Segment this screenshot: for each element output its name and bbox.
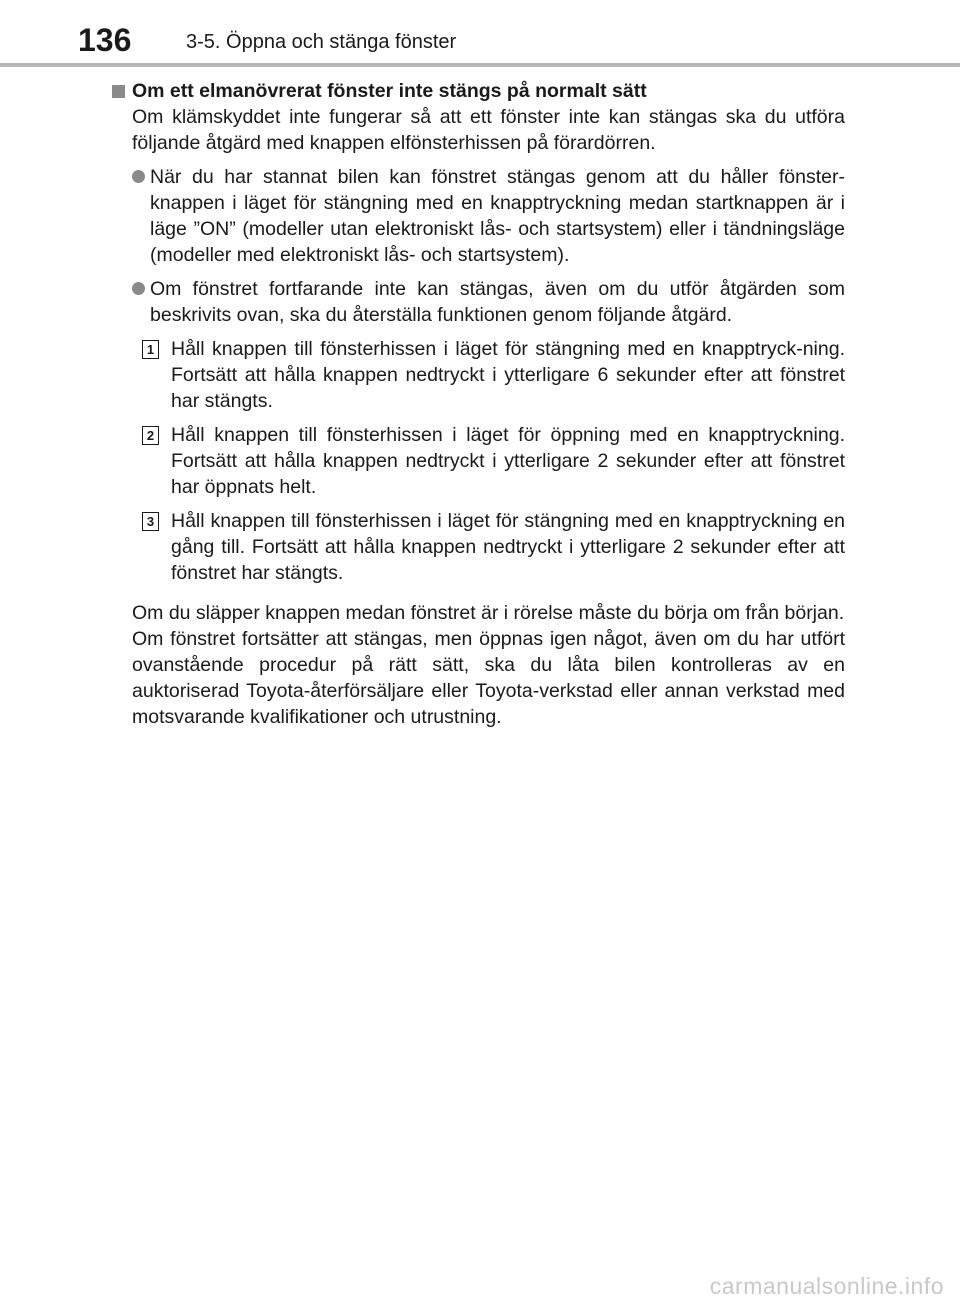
step-number-badge: 1 <box>142 340 159 359</box>
intro-paragraph: Om klämskyddet inte fungerar så att ett fönster inte kan stängas ska du utföra följande åtgärd med knappen elfönsterhissen på förardörren. <box>132 106 845 154</box>
circle-bullet-icon <box>132 282 145 295</box>
step-item <box>142 336 845 414</box>
subsection-heading <box>112 78 845 104</box>
main-content <box>112 78 845 730</box>
circle-bullet-icon <box>132 170 145 183</box>
step-item <box>142 422 845 500</box>
step-number-badge: 3 <box>142 512 159 531</box>
bullet-text: När du har stannat bilen kan fönstret stängas genom att du håller fönster-knappen i läget för stängning med en knapptryckning medan startknappen är i läge ”ON” (modeller utan elektroniskt lås- och startsystem) eller i tändningsläge (modeller med elektroniskt lås- och startsystem). <box>150 166 845 266</box>
section-title: 3-5. Öppna och stänga fönster <box>186 31 457 53</box>
closing-paragraph: Om du släpper knappen medan fönstret är i rörelse måste du börja om från början. <box>132 602 845 624</box>
page-number: 136 <box>78 22 132 58</box>
closing-notes <box>132 600 845 730</box>
step-text: Håll knappen till fönsterhissen i läget för stängning med en knapptryck-ning. Fortsätt att hålla knappen nedtryckt i ytterligare 6 sekunder efter att fönstret har stängts. <box>171 338 845 412</box>
header-divider <box>0 63 960 67</box>
step-text: Håll knappen till fönsterhissen i läget för stängning med en knapptryckning en gång till. Fortsätt att hålla knappen nedtryckt i ytterligare 2 sekunder efter att fönstret har stängts. <box>171 510 845 584</box>
bullet-item <box>132 164 845 268</box>
bullet-text: Om fönstret fortfarande inte kan stängas, även om du utför åtgärden som beskrivits ovan, ska du återställa funktionen genom följande åtgärd. <box>150 278 845 326</box>
square-bullet-icon <box>112 85 125 98</box>
subsection-heading-text: Om ett elmanövrerat fönster inte stängs på normalt sätt <box>132 80 647 102</box>
step-number-badge: 2 <box>142 426 159 445</box>
watermark: carmanualsonline.info <box>709 1273 944 1299</box>
step-item <box>142 508 845 586</box>
step-text: Håll knappen till fönsterhissen i läget för öppning med en knapptryckning. Fortsätt att hålla knappen nedtryckt i ytterligare 2 sekunder efter att fönstret har öppnats helt. <box>171 424 845 498</box>
bullet-item <box>132 276 845 328</box>
closing-paragraph: Om fönstret fortsätter att stängas, men öppnas igen något, även om du har utfört ovanstående procedur på rätt sätt, ska du låta bilen kontrolleras av en auktoriserad Toyota-återförsäljare eller Toyota-verkstad eller annan verkstad med motsvarande kvalifikationer och utrustning. <box>132 628 845 728</box>
